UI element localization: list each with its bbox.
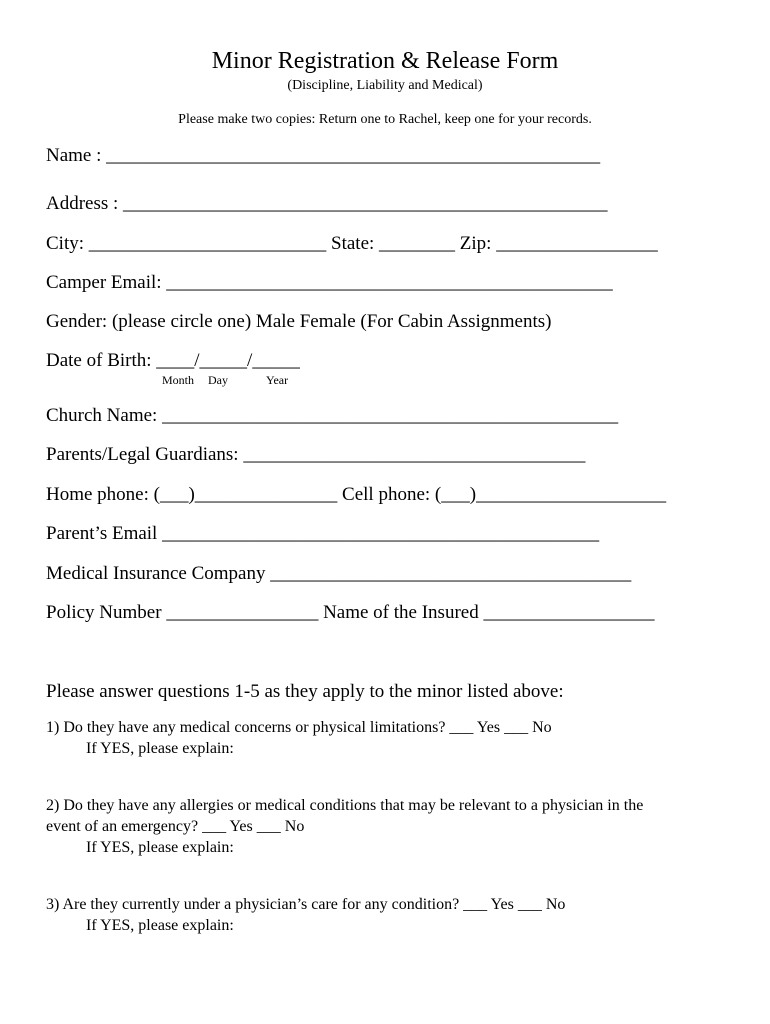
name-field[interactable]: Name : ____________________________________________________ [46,145,601,166]
instructions-text: Please make two copies: Return one to Rachel, keep one for your records. [178,112,592,127]
question-2-line-2[interactable]: event of an emergency? ___ Yes ___ No [46,818,305,835]
insurance-company-field[interactable]: Medical Insurance Company ______________________________________ [46,563,632,584]
policy-field[interactable]: Policy Number ________________ Name of the Insured __________________ [46,602,655,623]
questions-intro: Please answer questions 1-5 as they apply to the minor listed above: [46,681,564,702]
camper-email-field[interactable]: Camper Email: _______________________________________________ [46,272,613,293]
phones-field[interactable]: Home phone: (___)_______________ Cell phone: (___)____________________ [46,484,667,505]
city-state-zip-field[interactable]: City: _________________________ State: ________ Zip: _________________ [46,233,658,254]
question-3-explain: If YES, please explain: [86,917,234,934]
address-field[interactable]: Address : ___________________________________________________ [46,193,608,214]
question-1-explain: If YES, please explain: [86,740,234,757]
church-name-field[interactable]: Church Name: ________________________________________________ [46,405,619,426]
parent-email-field[interactable]: Parent’s Email ______________________________________________ [46,523,600,544]
gender-field[interactable]: Gender: (please circle one) Male Female (For Cabin Assignments) [46,311,552,332]
dob-field[interactable]: Date of Birth: ____/_____/_____ [46,350,300,371]
question-2-explain: If YES, please explain: [86,839,234,856]
dob-month-label: Month [162,373,195,387]
question-1[interactable]: 1) Do they have any medical concerns or physical limitations? ___ Yes ___ No [46,719,552,736]
dob-day-label: Day [208,373,228,387]
parents-field[interactable]: Parents/Legal Guardians: ____________________________________ [46,444,586,465]
dob-year-label: Year [266,373,289,387]
question-3[interactable]: 3) Are they currently under a physician’s care for any condition? ___ Yes ___ No [46,896,566,913]
page-subtitle: (Discipline, Liability and Medical) [287,78,483,93]
question-2-line-1[interactable]: 2) Do they have any allergies or medical conditions that may be relevant to a physician in the [46,797,644,814]
page-title: Minor Registration & Release Form [211,48,559,74]
